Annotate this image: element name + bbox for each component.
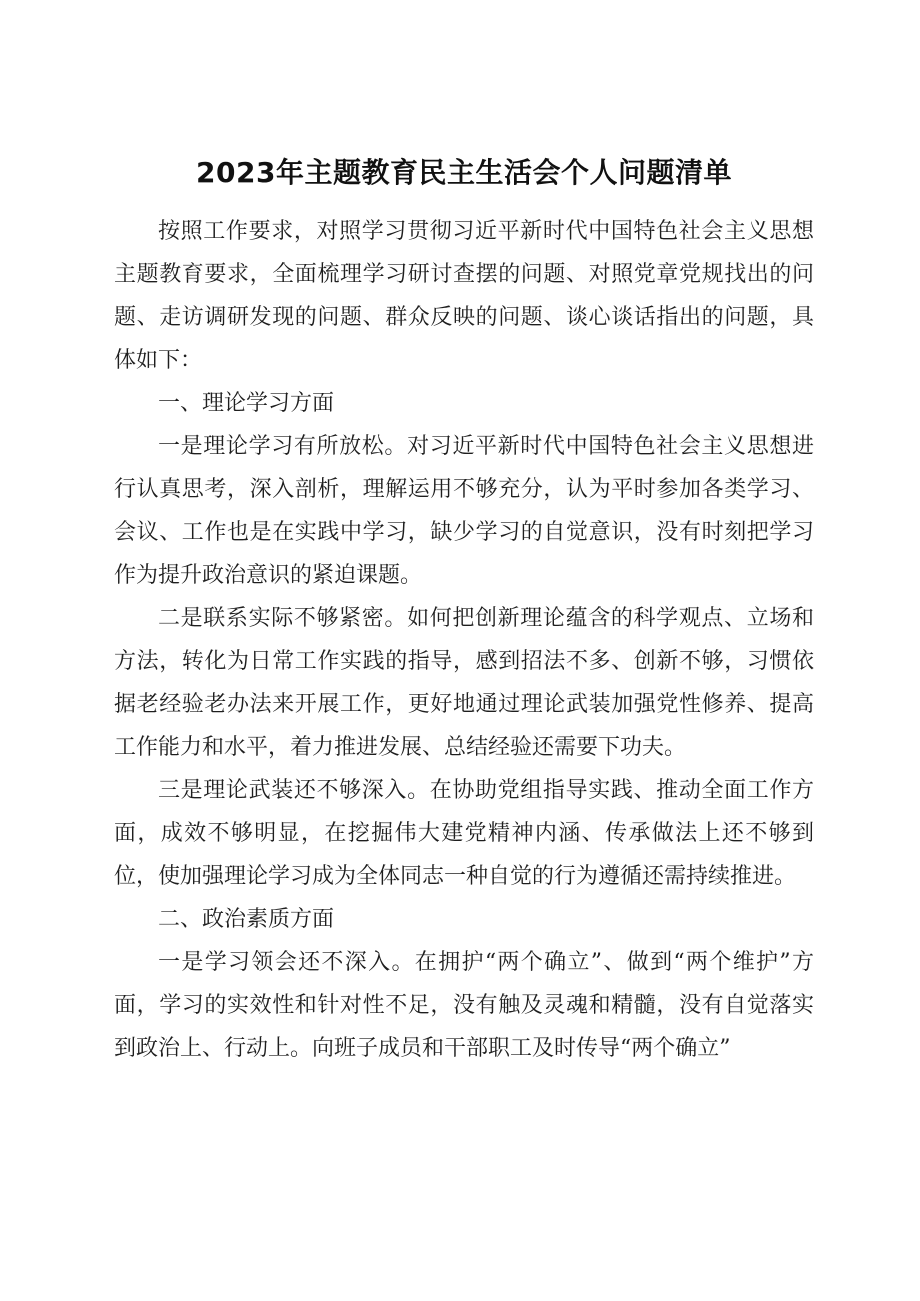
- document-page: [114, 148, 814, 1070]
- document-title: 2023年主题教育民主生活会个人问题清单: [196, 156, 732, 189]
- paragraph-item: 一是学习领会还不深入。在拥护“两个确立”、做到“两个维护”方面，学习的实效性和针对性不足，没有触及灵魂和精髓，没有自觉落实到政治上、行动上。向班子成员和干部职工及时传导“两个确立”: [114, 950, 814, 1061]
- paragraph-item: 一是理论学习有所放松。对习近平新时代中国特色社会主义思想进行认真思考，深入剖析，理解运用不够充分，认为平时参加各类学习、会议、工作也是在实践中学习，缺少学习的自觉意识，没有时刻把学习作为提升政治意识的紧迫课题。: [114, 434, 814, 588]
- section-heading-theory-study: 一、理论学习方面: [158, 391, 335, 416]
- intro-paragraph: 按照工作要求，对照学习贯彻习近平新时代中国特色社会主义思想主题教育要求，全面梳理学习研讨查摆的问题、对照党章党规找出的问题、走访调研发现的问题、群众反映的问题、谈心谈话指出的问题，具体如下：: [114, 219, 814, 373]
- section-heading-political-quality: 二、政治素质方面: [158, 907, 335, 932]
- paragraph-item: 三是理论武装还不够深入。在协助党组指导实践、推动全面工作方面，成效不够明显，在挖掘伟大建党精神内涵、传承做法上还不够到位，使加强理论学习成为全体同志一种自觉的行为遵循还需持续推进。: [114, 778, 814, 889]
- paragraph-item: 二是联系实际不够紧密。如何把创新理论蕴含的科学观点、立场和方法，转化为日常工作实践的指导，感到招法不多、创新不够，习惯依据老经验老办法来开展工作，更好地通过理论武装加强党性修养、提高工作能力和水平，着力推进发展、总结经验还需要下功夫。: [114, 606, 814, 760]
